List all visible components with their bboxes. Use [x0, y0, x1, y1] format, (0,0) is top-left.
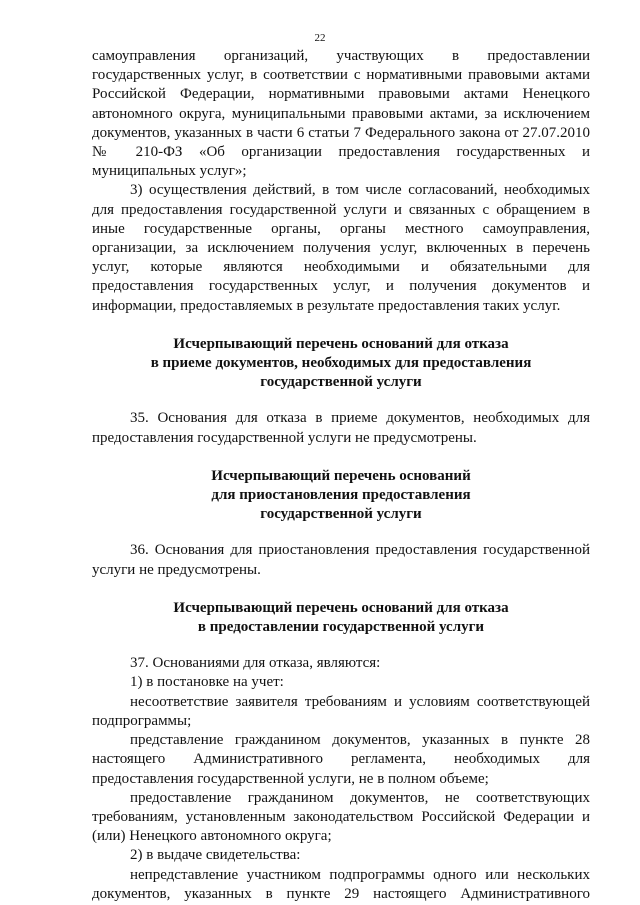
spacer	[92, 448, 590, 467]
page-number: 22	[314, 32, 326, 44]
spacer	[92, 316, 590, 335]
paragraph: самоуправления организаций, участвующих в предоставлении государственных услуг, в соответствии с нормативными правовыми актами Российской Федерации, нормативными правовыми актами Ненецкого автономного округа, муниципальными правовыми актами, за исключением документов, указанных в части 6 статьи 7 Федерального закона от 27.07.2010 № 210-ФЗ «Об организации предоставления государственных и муниципальных услуг»;	[92, 48, 590, 180]
paragraph: 2) в выдаче свидетельства:	[130, 847, 301, 864]
paragraph: 37. Основаниями для отказа, являются:	[130, 655, 381, 672]
section-heading	[92, 335, 590, 393]
heading-line: в предоставлении государственной услуги	[197, 619, 485, 636]
paragraph: непредставление участником подпрограммы одного или нескольких документов, указанных в пункте 29 настоящего Административного	[92, 866, 590, 902]
heading-line: Исчерпывающий перечень оснований для отказа	[173, 599, 509, 616]
heading-line: государственной услуги	[260, 374, 422, 391]
spacer	[92, 392, 590, 409]
paragraph: 35. Основания для отказа в приеме документов, необходимых для предоставления государственной услуги не предусмотрены.	[92, 410, 590, 446]
spacer	[92, 580, 590, 599]
paragraph: 36. Основания для приостановления предоставления государственной услуги не предусмотрены.	[92, 542, 590, 578]
heading-line: государственной услуги	[260, 506, 422, 523]
paragraph: представление гражданином документов, указанных в пункте 28 настоящего Административного регламента, необходимых для предоставления государственной услуги, не в полном объеме;	[92, 732, 590, 787]
section-heading	[92, 467, 590, 525]
paragraph: несоответствие заявителя требованиям и условиям соответствующей подпрограммы;	[92, 693, 590, 729]
section-heading	[92, 599, 590, 637]
paragraph: 1) в постановке на учет:	[130, 674, 284, 691]
paragraph: предоставление гражданином документов, не соответствующих требованиям, установленным законодательством Российской Федерации и (или) Ненецкого автономного округа;	[92, 789, 590, 845]
document-body	[92, 47, 590, 904]
heading-line: Исчерпывающий перечень оснований для отказа	[173, 335, 509, 352]
paragraph: 3) осуществления действий, в том числе согласований, необходимых для предоставления государственной услуги и связанных с обращением в иные государственные органы, органы местного самоуправления, организации, за исключением получения услуг, включенных в перечень услуг, которые являются необходимыми и обязательными для предоставления государственных услуг, и получения документов и информации, предоставляемых в результате предоставления таких услуг.	[92, 182, 590, 314]
spacer	[92, 637, 590, 654]
heading-line: для приостановления предоставления	[211, 487, 471, 504]
heading-line: в приеме документов, необходимых для предоставления	[150, 355, 532, 372]
heading-line: Исчерпывающий перечень оснований	[211, 467, 471, 484]
spacer	[92, 524, 590, 541]
